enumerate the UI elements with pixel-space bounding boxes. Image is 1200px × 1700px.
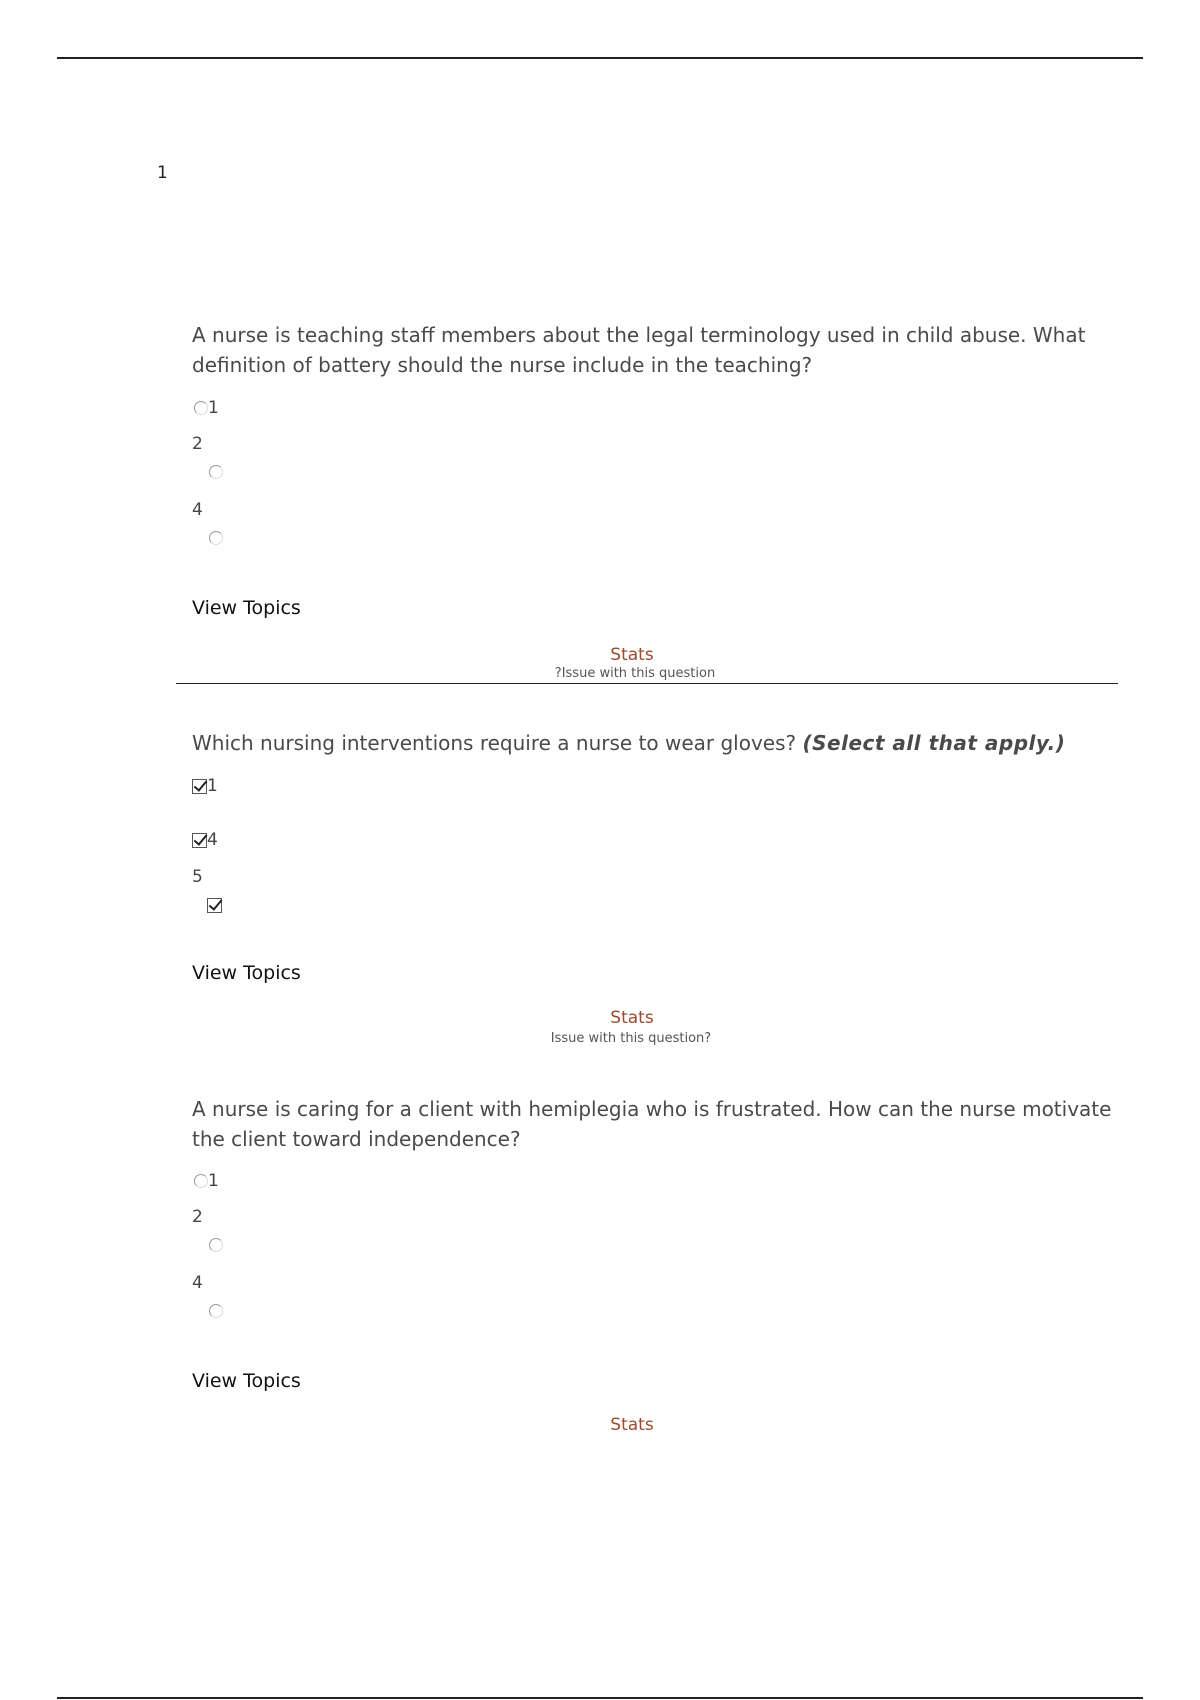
question-2-stem: Which nursing interventions require a nurse to wear gloves? xyxy=(192,731,797,755)
q2-view-topics-link[interactable]: View Topics xyxy=(192,962,301,984)
question-1-text: A nurse is teaching staff members about the legal terminology used in child abuse. What definition of battery should the nurse include in the teaching? xyxy=(192,323,1086,377)
q1-option-4-label: 4 xyxy=(192,500,203,520)
question-3-text: A nurse is caring for a client with hemiplegia who is frustrated. How can the nurse motivate the client toward independence? xyxy=(192,1097,1112,1151)
bottom-rule xyxy=(57,1697,1143,1699)
option-label: 1 xyxy=(208,398,219,418)
option-label: 4 xyxy=(207,830,218,850)
checkbox-checked[interactable] xyxy=(192,833,207,848)
q1-option-2-label: 2 xyxy=(192,434,203,454)
radio-button[interactable] xyxy=(194,1174,208,1188)
q2-option-5-label: 5 xyxy=(192,867,203,887)
q2-stats-link[interactable]: Stats xyxy=(610,1008,654,1028)
q1-option-4-radio[interactable] xyxy=(209,531,223,545)
radio-button[interactable] xyxy=(194,401,208,415)
q2-option-5-checkbox[interactable] xyxy=(207,898,222,913)
page-number: 1 xyxy=(157,163,168,183)
q1-option-2-radio[interactable] xyxy=(209,465,223,479)
q3-option-1[interactable] xyxy=(194,1171,219,1191)
q3-view-topics-link[interactable]: View Topics xyxy=(192,1370,301,1392)
question-divider xyxy=(176,683,1118,684)
q2-option-1[interactable] xyxy=(192,776,218,796)
q1-view-topics-link[interactable]: View Topics xyxy=(192,597,301,619)
q3-option-4-radio[interactable] xyxy=(209,1304,223,1318)
q1-stats-link[interactable]: Stats xyxy=(610,645,654,665)
q1-issue-link[interactable]: ?Issue with this question xyxy=(554,666,716,681)
option-label: 1 xyxy=(207,776,218,796)
q1-option-1[interactable] xyxy=(194,398,219,418)
q3-option-4-label: 4 xyxy=(192,1273,203,1293)
checkbox-checked[interactable] xyxy=(192,779,207,794)
question-2-text xyxy=(192,728,1112,758)
select-all-note: (Select all that apply.) xyxy=(802,731,1066,755)
q3-option-2-radio[interactable] xyxy=(209,1238,223,1252)
q2-option-4[interactable] xyxy=(192,830,218,850)
top-rule xyxy=(57,57,1143,59)
q3-stats-link[interactable]: Stats xyxy=(610,1415,654,1435)
q3-option-2-label: 2 xyxy=(192,1207,203,1227)
q2-issue-link[interactable]: Issue with this question? xyxy=(550,1031,712,1046)
option-label: 1 xyxy=(208,1171,219,1191)
